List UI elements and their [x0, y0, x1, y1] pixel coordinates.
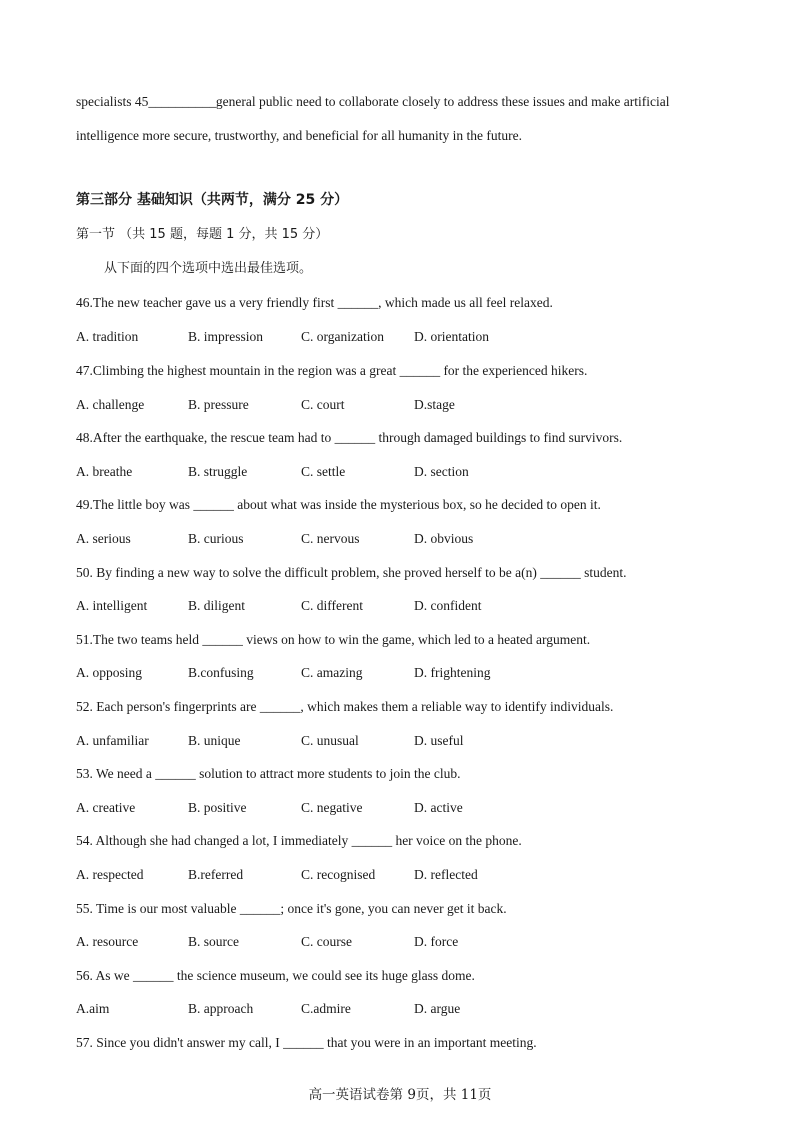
option-row — [76, 396, 776, 414]
option-a: A. challenge — [76, 397, 145, 412]
passage-line-1: specialists 45__________general public need to collaborate closely to address these issues and make artificial — [76, 94, 670, 109]
option-c: C. nervous — [301, 531, 360, 546]
option-d: D. confident — [414, 598, 482, 613]
page-footer: 高一英语试卷第 9页，共 11页 — [308, 1087, 492, 1103]
option-a: A. serious — [76, 531, 131, 546]
option-b: B. pressure — [188, 397, 249, 412]
option-c: C. court — [301, 397, 345, 412]
option-row — [76, 799, 776, 817]
option-b: B.confusing — [188, 665, 254, 680]
option-b: B. curious — [188, 531, 244, 546]
option-d: D. reflected — [414, 867, 478, 882]
passage-line-2: intelligence more secure, trustworthy, and beneficial for all humanity in the future. — [76, 128, 522, 143]
question-stem: 52. Each person's fingerprints are ______, which makes them a reliable way to identify individuals. — [76, 699, 614, 714]
instruction-text: 从下面的四个选项中选出最佳选项。 — [104, 261, 313, 276]
question-stem: 57. Since you didn't answer my call, I ______ that you were in an important meeting. — [76, 1035, 537, 1050]
option-c: C. settle — [301, 464, 346, 479]
option-row — [76, 732, 776, 750]
option-row — [76, 463, 776, 481]
option-a: A. intelligent — [76, 598, 148, 613]
option-a: A. unfamiliar — [76, 733, 149, 748]
question-stem: 50. By finding a new way to solve the difficult problem, she proved herself to be a(n) ______ student. — [76, 565, 627, 580]
option-d: D. obvious — [414, 531, 474, 546]
option-d: D. orientation — [414, 329, 489, 344]
option-row — [76, 933, 776, 951]
option-a: A. tradition — [76, 329, 139, 344]
question-stem: 49.The little boy was ______ about what was inside the mysterious box, so he decided to open it. — [76, 497, 601, 512]
subsection-heading: 第一节 （共 15 题，每题 1 分，共 15 分） — [76, 227, 329, 242]
question-stem: 47.Climbing the highest mountain in the region was a great ______ for the experienced hikers. — [76, 363, 588, 378]
option-c: C. negative — [301, 800, 363, 815]
option-d: D. active — [414, 800, 463, 815]
option-a: A.aim — [76, 1001, 110, 1016]
option-d: D. argue — [414, 1001, 461, 1016]
option-row — [76, 664, 776, 682]
option-d: D.stage — [414, 397, 455, 412]
option-c: C. unusual — [301, 733, 359, 748]
option-a: A. breathe — [76, 464, 133, 479]
option-c: C. organization — [301, 329, 384, 344]
option-c: C. recognised — [301, 867, 376, 882]
option-row — [76, 530, 776, 548]
question-stem: 54. Although she had changed a lot, I immediately ______ her voice on the phone. — [76, 833, 522, 848]
question-stem: 55. Time is our most valuable ______; once it's gone, you can never get it back. — [76, 901, 507, 916]
option-c: C. different — [301, 598, 363, 613]
option-a: A. opposing — [76, 665, 143, 680]
option-row — [76, 866, 776, 884]
question-stem: 51.The two teams held ______ views on how to win the game, which led to a heated argument. — [76, 632, 591, 647]
question-stem: 56. As we ______ the science museum, we could see its huge glass dome. — [76, 968, 475, 983]
option-c: C. amazing — [301, 665, 363, 680]
option-b: B. source — [188, 934, 239, 949]
option-c: C.admire — [301, 1001, 351, 1016]
option-a: A. resource — [76, 934, 139, 949]
option-d: D. force — [414, 934, 459, 949]
option-a: A. creative — [76, 800, 136, 815]
option-row — [76, 597, 776, 615]
option-b: B. impression — [188, 329, 264, 344]
question-stem: 53. We need a ______ solution to attract more students to join the club. — [76, 766, 461, 781]
option-d: D. frightening — [414, 665, 491, 680]
option-b: B. approach — [188, 1001, 254, 1016]
option-d: D. useful — [414, 733, 464, 748]
option-b: B. diligent — [188, 598, 245, 613]
option-b: B. struggle — [188, 464, 248, 479]
option-c: C. course — [301, 934, 352, 949]
option-b: B. unique — [188, 733, 241, 748]
question-stem: 46.The new teacher gave us a very friendly first ______, which made us all feel relaxed. — [76, 295, 553, 310]
option-b: B.referred — [188, 867, 244, 882]
question-stem: 48.After the earthquake, the rescue team had to ______ through damaged buildings to find survivors. — [76, 430, 623, 445]
section-title: 第三部分 基础知识（共两节，满分 25 分） — [76, 192, 349, 208]
option-b: B. positive — [188, 800, 247, 815]
option-row — [76, 1000, 776, 1018]
option-d: D. section — [414, 464, 469, 479]
option-row — [76, 328, 776, 346]
option-a: A. respected — [76, 867, 144, 882]
